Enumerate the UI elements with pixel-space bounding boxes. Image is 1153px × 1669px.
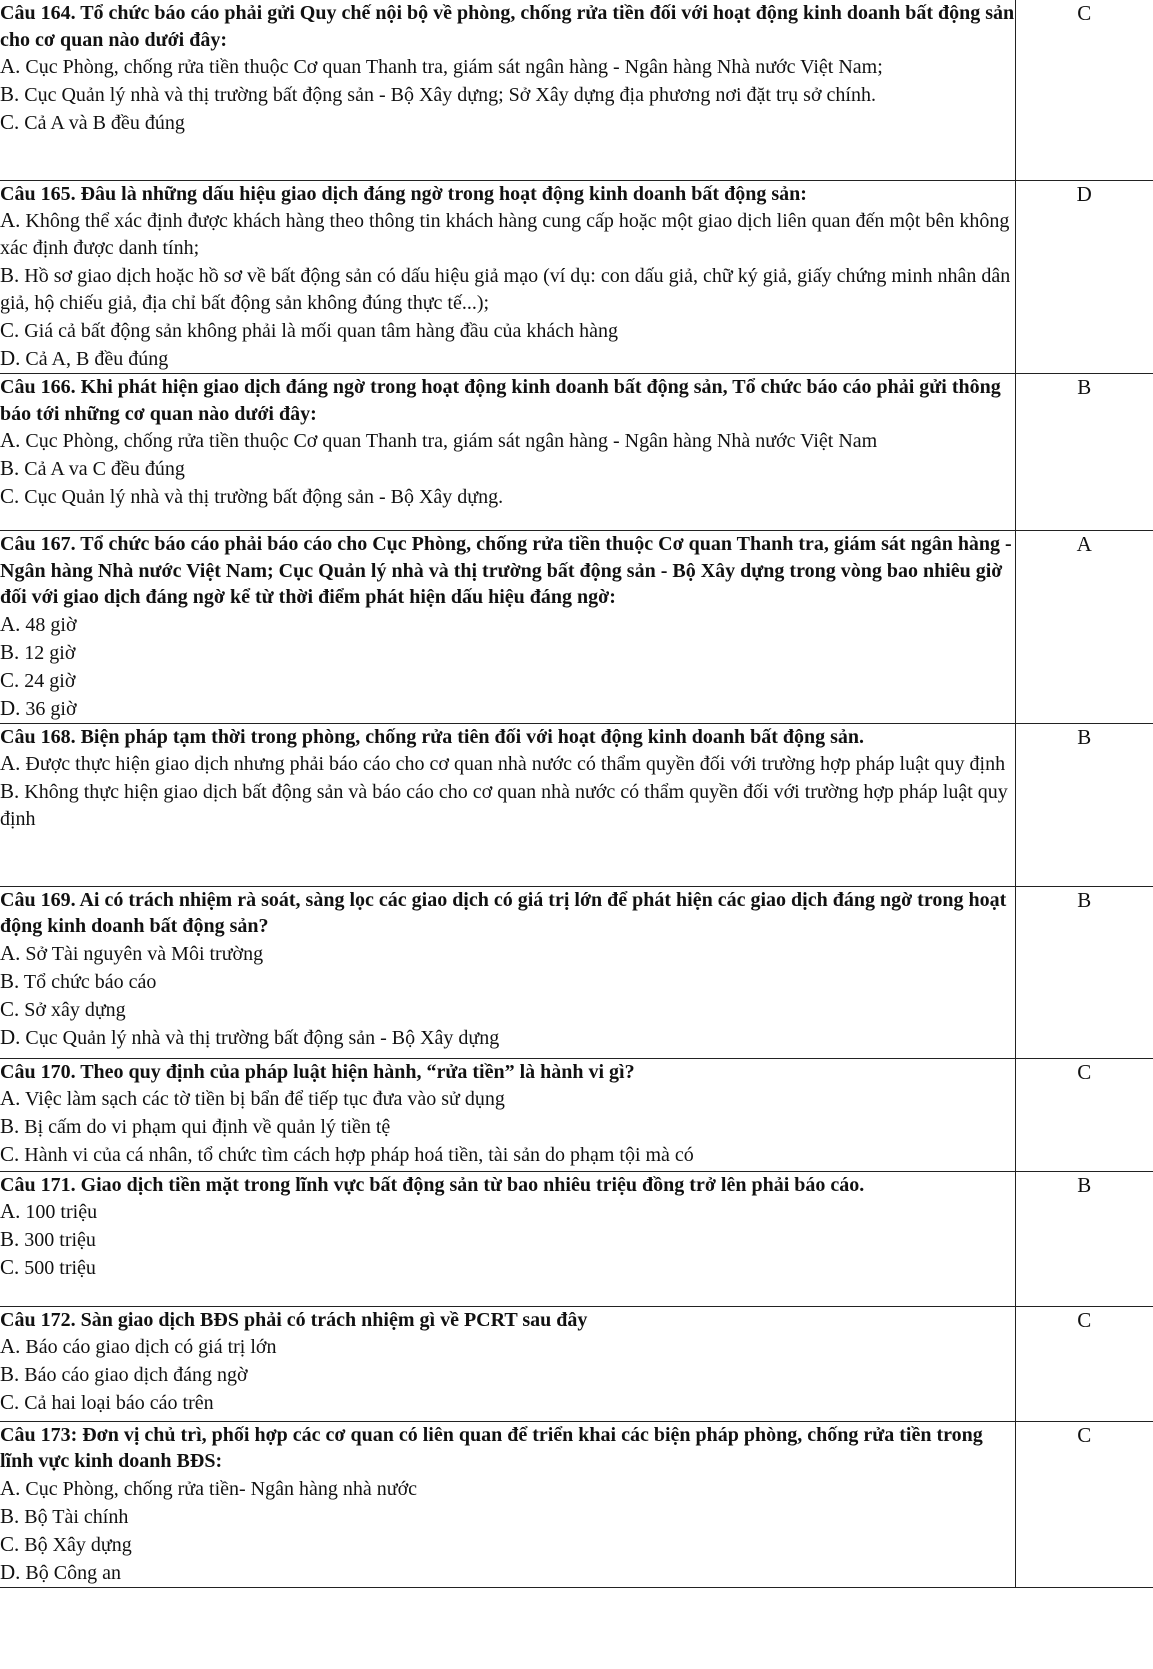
- option-letter: B.: [0, 968, 20, 993]
- answer-key-cell: [1015, 886, 1153, 1058]
- answer-option: [0, 1141, 1015, 1169]
- answer-option: [0, 750, 1015, 778]
- answer-key-cell: [1015, 180, 1153, 374]
- answer-option: [0, 207, 1015, 262]
- answer-key: B: [1077, 1172, 1092, 1197]
- answer-option: [0, 455, 1015, 483]
- option-text: Giá cả bất động sản không phải là mối quan tâm hàng đầu của khách hàng: [19, 320, 618, 342]
- option-text: Bị cấm do vi phạm qui định về quản lý tiền tệ: [19, 1116, 391, 1138]
- answer-option: [0, 1024, 1015, 1052]
- question-text: Câu 168. Biện pháp tạm thời trong phòng, chống rửa tiên đối với hoạt động kinh doanh bất động sản.: [0, 725, 865, 748]
- option-text: Cục Phòng, chống rửa tiền thuộc Cơ quan Thanh tra, giám sát ngân hàng - Ngân hàng Nhà nước Việt Nam;: [20, 56, 883, 78]
- option-text: Cục Phòng, chống rửa tiền- Ngân hàng nhà nước: [20, 1477, 418, 1500]
- question-row: [0, 0, 1153, 180]
- option-text: 500 triệu: [19, 1257, 96, 1279]
- option-text: Tổ chức báo cáo: [19, 970, 157, 993]
- answer-option: [0, 1226, 1015, 1254]
- option-text: 100 triệu: [20, 1201, 98, 1223]
- answer-option: [0, 1559, 1015, 1587]
- question-row: [0, 1306, 1153, 1421]
- option-letter: B.: [0, 779, 20, 803]
- option-text: 300 triệu: [19, 1229, 96, 1251]
- option-text: Cả A, B đều đúng: [20, 348, 169, 370]
- question-cell: [0, 531, 1015, 724]
- option-text: Cục Quản lý nhà và thị trường bất động sản - Bộ Xây dựng: [20, 1026, 500, 1049]
- answer-option: [0, 1085, 1015, 1113]
- answer-option: [0, 427, 1015, 455]
- question-text: Câu 169. Ai có trách nhiệm rà soát, sàng lọc các giao dịch có giá trị lớn để phát hiện các giao dịch đáng ngờ trong hoạt động kinh doanh bất động sản?: [0, 888, 1007, 937]
- option-letter: A.: [0, 428, 21, 452]
- option-text: 24 giờ: [19, 669, 76, 692]
- answer-key-cell: [1015, 1421, 1153, 1587]
- option-text: Báo cáo giao dịch có giá trị lớn: [20, 1336, 277, 1358]
- answer-option: [0, 695, 1015, 723]
- option-letter: C.: [0, 484, 20, 508]
- answer-key-cell: [1015, 531, 1153, 724]
- answer-key-cell: [1015, 1171, 1153, 1306]
- option-letter: A.: [0, 940, 21, 965]
- question-cell: [0, 723, 1015, 886]
- option-text: Bộ Công an: [20, 1561, 121, 1584]
- answer-option: [0, 940, 1015, 968]
- answer-key: B: [1077, 724, 1092, 749]
- option-letter: C.: [0, 1255, 20, 1279]
- answer-option: [0, 1113, 1015, 1141]
- answer-option: [0, 611, 1015, 639]
- answer-option: [0, 968, 1015, 996]
- question-cell: [0, 1058, 1015, 1171]
- option-letter: C.: [0, 1142, 20, 1166]
- option-text: Cả hai loại báo cáo trên: [19, 1392, 214, 1414]
- answer-key-cell: [1015, 723, 1153, 886]
- answer-option: [0, 996, 1015, 1024]
- option-letter: A.: [0, 1475, 21, 1500]
- option-text: Bộ Xây dựng: [19, 1533, 132, 1556]
- option-letter: C.: [0, 318, 20, 342]
- option-letter: B.: [0, 1114, 20, 1138]
- option-letter: B.: [0, 82, 20, 106]
- answer-option: [0, 345, 1015, 373]
- question-cell: [0, 886, 1015, 1058]
- option-letter: C.: [0, 667, 20, 692]
- option-text: Không thực hiện giao dịch bất động sản và báo cáo cho cơ quan nhà nước có thẩm quyền đối với trường hợp pháp luật quy định: [0, 781, 1008, 830]
- answer-key: D: [1076, 181, 1092, 206]
- option-letter: D.: [0, 346, 21, 370]
- option-letter: A.: [0, 54, 21, 78]
- option-text: Sở Tài nguyên và Môi trường: [20, 942, 264, 965]
- answer-option: [0, 1361, 1015, 1389]
- answer-option: [0, 1198, 1015, 1226]
- option-letter: A.: [0, 1334, 21, 1358]
- answer-key-cell: [1015, 1058, 1153, 1171]
- answer-option: [0, 483, 1015, 511]
- answer-option: [0, 109, 1015, 137]
- question-row: [0, 531, 1153, 724]
- answer-option: [0, 1333, 1015, 1361]
- option-text: Báo cáo giao dịch đáng ngờ: [19, 1364, 248, 1386]
- option-text: Hồ sơ giao dịch hoặc hồ sơ về bất động sản có dấu hiệu giả mạo (ví dụ: con dấu giả, chữ ký giả, giấy chứng minh nhân dân giả, hộ chiếu giả, địa chỉ bất động sản không đúng thực tế...);: [0, 265, 1011, 314]
- question-text: Câu 166. Khi phát hiện giao dịch đáng ngờ trong hoạt động kinh doanh bất động sản, Tổ chức báo cáo phải gửi thông báo tới những cơ quan nào dưới đây:: [0, 376, 1001, 425]
- question-row: [0, 1171, 1153, 1306]
- option-text: Cục Phòng, chống rửa tiền thuộc Cơ quan Thanh tra, giám sát ngân hàng - Ngân hàng Nhà nước Việt Nam: [20, 430, 878, 452]
- option-text: Cả A và B đều đúng: [19, 112, 185, 134]
- option-letter: B.: [0, 263, 20, 287]
- question-cell: [0, 180, 1015, 374]
- answer-key-cell: [1015, 374, 1153, 531]
- option-letter: D.: [0, 695, 21, 720]
- question-text: Câu 173: Đơn vị chủ trì, phối hợp các cơ quan có liên quan để triển khai các biện pháp phòng, chống rửa tiền trong lĩnh vực kinh doanh BĐS:: [0, 1423, 983, 1472]
- option-letter: B.: [0, 639, 20, 664]
- answer-option: [0, 1531, 1015, 1559]
- question-cell: [0, 1306, 1015, 1421]
- option-text: Sở xây dựng: [19, 998, 126, 1021]
- answer-option: [0, 1503, 1015, 1531]
- option-text: 12 giờ: [19, 641, 76, 664]
- option-letter: C.: [0, 1531, 20, 1556]
- option-text: Hành vi của cá nhân, tổ chức tìm cách hợp pháp hoá tiền, tài sản do phạm tội mà có: [19, 1144, 694, 1166]
- option-text: 36 giờ: [20, 697, 77, 720]
- answer-option: [0, 639, 1015, 667]
- option-text: 48 giờ: [20, 613, 77, 636]
- answer-option: [0, 778, 1015, 833]
- option-text: Cục Quản lý nhà và thị trường bất động sản - Bộ Xây dựng.: [19, 486, 504, 508]
- question-cell: [0, 0, 1015, 180]
- question-text: Câu 171. Giao dịch tiền mặt trong lĩnh vực bất động sản từ bao nhiêu triệu đồng trở lên phải báo cáo.: [0, 1173, 865, 1196]
- question-row: [0, 374, 1153, 531]
- question-cell: [0, 374, 1015, 531]
- question-cell: [0, 1171, 1015, 1306]
- option-letter: C.: [0, 1390, 20, 1414]
- answer-option: [0, 1389, 1015, 1417]
- question-text: Câu 170. Theo quy định của pháp luật hiện hành, “rửa tiền” là hành vi gì?: [0, 1060, 635, 1083]
- question-row: [0, 180, 1153, 374]
- question-text: Câu 164. Tổ chức báo cáo phải gửi Quy chế nội bộ về phòng, chống rửa tiền đối với hoạt động kinh doanh bất động sản cho cơ quan nào dưới đây:: [0, 2, 1015, 51]
- option-letter: A.: [0, 611, 21, 636]
- answer-key-cell: [1015, 0, 1153, 180]
- option-text: Cục Quản lý nhà và thị trường bất động sản - Bộ Xây dựng; Sở Xây dựng địa phương nơi đặt trụ sở chính.: [19, 84, 876, 106]
- option-text: Việc làm sạch các tờ tiền bị bẩn để tiếp tục đưa vào sử dụng: [20, 1088, 505, 1110]
- option-letter: D.: [0, 1024, 21, 1049]
- question-text: Câu 172. Sàn giao dịch BĐS phải có trách nhiệm gì về PCRT sau đây: [0, 1308, 588, 1331]
- answer-key: C: [1077, 1059, 1092, 1084]
- answer-key: C: [1077, 1422, 1092, 1447]
- answer-option: [0, 53, 1015, 81]
- option-letter: B.: [0, 1362, 20, 1386]
- answer-option: [0, 81, 1015, 109]
- option-letter: D.: [0, 1559, 21, 1584]
- question-text: Câu 167. Tổ chức báo cáo phải báo cáo cho Cục Phòng, chống rửa tiền thuộc Cơ quan Thanh tra, giám sát ngân hàng - Ngân hàng Nhà nước Việt Nam; Cục Quản lý nhà và thị trường bất động sản - Bộ Xây dựng trong vòng bao nhiêu giờ đối với giao dịch đáng ngờ kể từ thời điểm phát hiện dấu hiệu đáng ngờ:: [0, 533, 1012, 608]
- option-letter: B.: [0, 1503, 20, 1528]
- answer-option: [0, 1475, 1015, 1503]
- answer-key: C: [1077, 1307, 1092, 1332]
- option-letter: A.: [0, 751, 21, 775]
- answer-option: [0, 667, 1015, 695]
- option-letter: B.: [0, 1227, 20, 1251]
- question-row: [0, 723, 1153, 886]
- question-cell: [0, 1421, 1015, 1587]
- answer-option: [0, 262, 1015, 317]
- option-text: Không thể xác định được khách hàng theo thông tin khách hàng cung cấp hoặc một giao dịch liên quan đến một bên không xác định được danh tính;: [0, 210, 1010, 259]
- option-letter: B.: [0, 456, 20, 480]
- option-letter: A.: [0, 1086, 21, 1110]
- question-text: Câu 165. Đâu là những dấu hiệu giao dịch đáng ngờ trong hoạt động kinh doanh bất động sản:: [0, 182, 807, 205]
- answer-key-cell: [1015, 1306, 1153, 1421]
- option-text: Bộ Tài chính: [19, 1505, 129, 1528]
- option-letter: C.: [0, 996, 20, 1021]
- question-row: [0, 886, 1153, 1058]
- answer-option: [0, 317, 1015, 345]
- option-letter: A.: [0, 1199, 21, 1223]
- answer-key: B: [1077, 375, 1092, 399]
- option-text: Được thực hiện giao dịch nhưng phải báo cáo cho cơ quan nhà nước có thẩm quyền đối với trường hợp pháp luật quy định: [20, 753, 1006, 775]
- answer-key: A: [1076, 532, 1092, 556]
- option-text: Cả A va C đều đúng: [19, 458, 185, 480]
- answer-option: [0, 1254, 1015, 1282]
- question-row: [0, 1058, 1153, 1171]
- option-letter: A.: [0, 208, 21, 232]
- option-letter: C.: [0, 110, 20, 134]
- question-row: [0, 1421, 1153, 1587]
- answer-key: B: [1077, 887, 1092, 912]
- answer-key: C: [1077, 1, 1092, 25]
